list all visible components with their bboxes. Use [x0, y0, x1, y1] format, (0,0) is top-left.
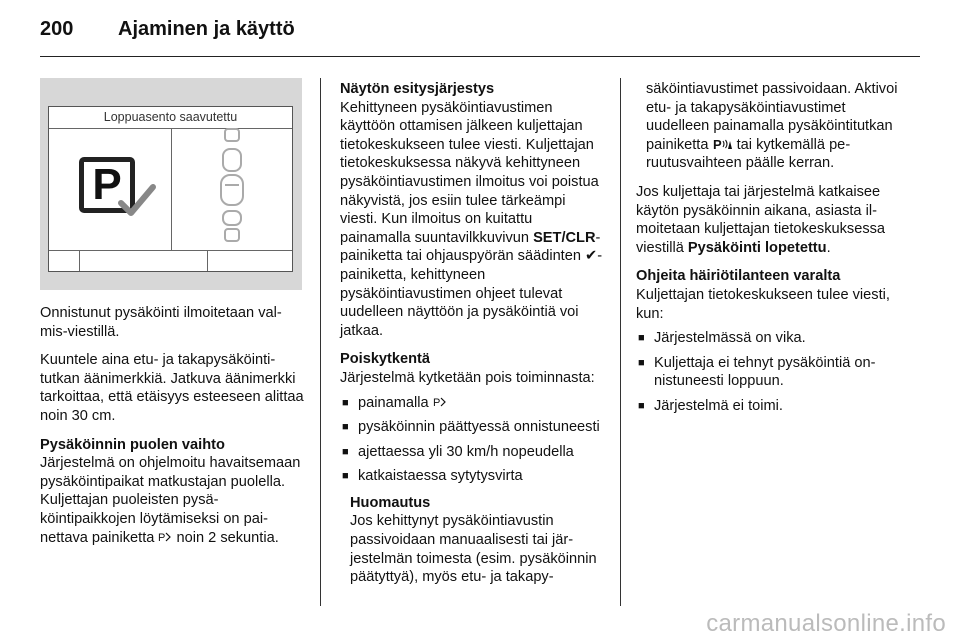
paragraph: Onnistunut pysäköinti ilmoitetaan valmis-viestillä. — [40, 305, 282, 340]
watermark: carmanualsonline.info — [706, 610, 946, 637]
section — [340, 350, 604, 387]
driver-info-screen — [48, 106, 293, 272]
note-title: Huomautus — [350, 494, 431, 511]
list-item: ■ ajettaessa yli 30 km/h nopeudella — [340, 443, 604, 462]
header-rule — [40, 56, 920, 57]
svg-text:P: P — [432, 396, 440, 409]
screen-divider — [49, 250, 292, 251]
paragraph-text: Järjestelmä on ohjelmoitu havaitsemaan pysäköintipaikat matkustajan puolella. Kuljettajan puoleisten pysäköintipaikkojen löytämiseksi on painettava painiketta — [40, 455, 301, 546]
paragraph — [646, 80, 904, 173]
column-left — [40, 304, 304, 557]
page-header — [40, 14, 295, 44]
svg-text:P: P — [712, 136, 722, 151]
list-item: ■ Kuljettaja ei tehnyt pysäköintiä onnistuneesti loppuun. — [636, 354, 904, 391]
list-item: ■ Järjestelmässä on vika. — [636, 329, 904, 348]
note-text: Jos kehittynyt pysäköintiavustin passivoidaan manuaalisesti tai järjestelmän toimesta (esim. pysäköinnin päätyttyä), myös etu- ja takapy- — [350, 513, 597, 586]
page-title: Ajaminen ja käyttö — [118, 17, 295, 40]
paragraph-text: tai kytkemällä peruutusvaihteen päälle kerran. — [646, 136, 851, 172]
list-item: ■ pysäköinnin päättyessä onnistuneesti — [340, 418, 604, 437]
section — [636, 267, 904, 323]
screen-divider — [79, 250, 80, 271]
screen-divider — [171, 128, 172, 250]
paragraph-text: -painiketta, kehittyneen pysäköintiavustimen ohjeet tulevat uudelleen näyttöön ja pysäköintiä voi jatkaa. — [340, 248, 603, 339]
section-heading: Ohjeita häiriötilanteen varalta — [636, 268, 841, 285]
paragraph-text: Jos kuljettaja tai järjestelmä katkaisee käytön pysäköinnin aikana, asiasta ilmoitetaan kuljettajan tietokeskuksessa viestillä — [636, 183, 886, 256]
message-name: Pysäköinti lopetettu — [687, 239, 827, 256]
parking-p-icon: P — [79, 157, 135, 213]
column-divider — [320, 78, 321, 606]
check-icon: ✔ — [585, 248, 598, 265]
section — [40, 436, 304, 548]
page-number: 200 — [40, 17, 74, 40]
bullet-list — [636, 329, 904, 415]
column-middle — [340, 80, 604, 587]
paragraph-text: Järjestelmä kytketään pois toiminnasta: — [340, 369, 595, 386]
list-item: ■ katkaistaessa sytytysvirta — [340, 467, 604, 486]
section-heading: Näytön esitysjärjestys — [340, 81, 495, 97]
note-box — [350, 494, 604, 587]
column-divider — [620, 78, 621, 606]
punctuation: . — [826, 239, 831, 256]
park-assist-button-icon — [433, 395, 447, 409]
section-heading: Poiskytkentä — [340, 351, 431, 368]
display-illustration — [40, 78, 302, 290]
paragraph: Kuuntele aina etu- ja takapysäköintitutkan äänimerkkiä. Jatkuva äänimerkki tarkoittaa, että etäisyys esteeseen alittaa noin 30 cm. — [40, 352, 304, 424]
paragraph — [636, 183, 904, 257]
column-right — [636, 80, 904, 424]
park-assist-button-icon — [158, 530, 172, 544]
set-clr-button-label: SET/CLR — [533, 229, 596, 246]
screen-divider — [207, 250, 208, 271]
screen-title: Loppuasento saavutettu — [49, 107, 292, 129]
list-item-text: painamalla — [358, 394, 429, 411]
list-item — [340, 394, 604, 413]
check-icon — [117, 179, 157, 219]
paragraph-text: -painiketta tai ohjauspyörän säädinten — [340, 229, 601, 265]
paragraph-text: Kuljettajan tietokeskukseen tulee viesti, kun: — [636, 286, 890, 322]
paragraph-text: säköintiavustimet passivoidaan. Aktivoi etu- ja takapysäköintiavustimet uudelleen painamalla pysäköintitutkan painiketta — [646, 81, 898, 153]
parking-sensor-button-icon — [713, 137, 733, 151]
paragraph-text: noin 2 sekuntia. — [176, 529, 279, 546]
paragraph-text: Kehittyneen pysäköintiavustimen käyttöön ottamisen jälkeen kuljettajan tietokeskukseen tulee viesti. Kuljettajan tietokeskuksessa näkyvä kehittyneen pysäköintiavustimen ilmoitus voi poistua näkyvistä, jos esiin tulee tärkeämpi viesti. Kun ilmoitus on kuitattu painamalla suuntavilkkuvivun — [340, 99, 599, 246]
svg-text:P: P — [158, 531, 166, 544]
section — [340, 80, 604, 340]
car-icon — [217, 127, 247, 245]
bullet-list — [340, 394, 604, 486]
list-item: ■ Järjestelmä ei toimi. — [636, 397, 904, 416]
section-heading: Pysäköinnin puolen vaihto — [40, 436, 225, 453]
